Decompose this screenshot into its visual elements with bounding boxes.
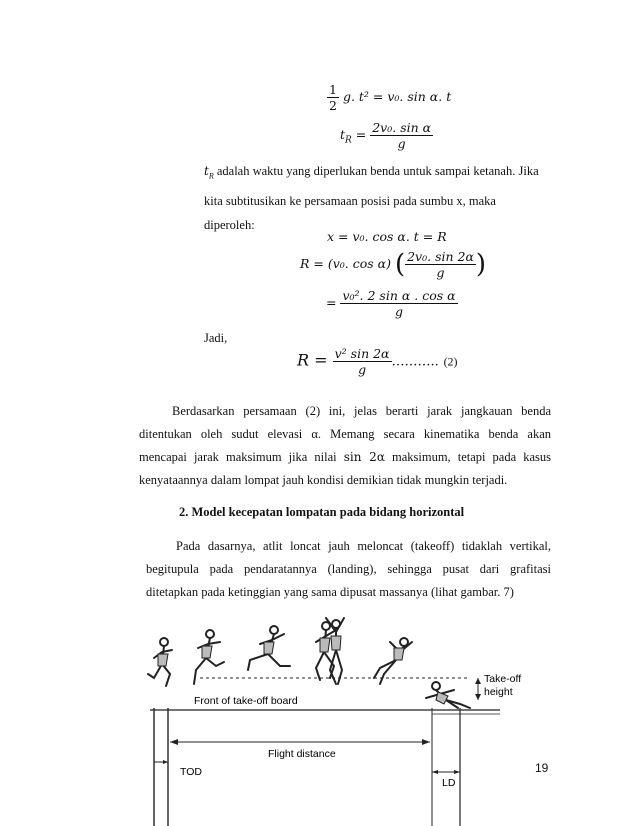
paragraph-2: Pada dasarnya, atlit loncat jauh meloncat (takeoff) tidaklah vertikal, begitupula pada pendaratannya (landing), sehingga pusat dari grafitasi ditetapkan pada ketinggian yang sama dipusat massanya (lihat gambar. 7) [146,539,551,599]
athlete-flight-2 [316,622,336,680]
label-takeoff-height-1: Take-off [484,673,522,685]
page-number: 19 [535,761,549,775]
fraction-eq5: $\frac{\text{v₀². 2 sin α . cos α}}{g}$ [342,288,456,319]
takeoff-height-head-bot [475,694,481,700]
equation-3: x = v₀. cos α. t = R [327,229,447,244]
equation-1: $\frac{1}{2}$ g. t² = v₀. sin α. t [329,82,452,113]
paren-right: ) [475,249,487,280]
fraction-half: $\frac{1}{2}$ [329,82,337,113]
athlete-sail [374,638,412,684]
equation-5: = $\frac{\text{v₀². 2 sin α . cos α}}{g}$ [326,288,456,319]
label-tod: TOD [180,766,202,778]
tr-explanation: $t_R$ adalah waktu yang diperlukan benda untuk sampai ketanah. Jika kita subtitusikan ke persamaan posisi pada sumbu x, maka diperoleh: [204,164,539,232]
athlete-flight-1 [248,626,290,670]
fraction-tr: $\frac{\text{2v₀. sin α}}{g}$ [372,120,432,151]
athlete-takeoff [194,630,224,684]
label-takeoff-board: Front of take-off board [194,695,298,707]
long-jump-figure [140,612,540,826]
equation-2: $t_R$ = $\frac{\text{2v₀. sin α}}{g}$ [340,120,432,151]
label-ld: LD [442,777,456,789]
label-takeoff-height-2: height [484,686,513,698]
ld-arrowhead-left [432,770,438,774]
paragraph-1: Berdasarkan persamaan (2) ini, jelas berarti jarak jangkauan benda ditentukan oleh sudut elevasi α. Memang secara kinematika benda akan mencapai jarak maksimum jika nilai sin 2α maksimum, tetapi pada kasus kenyataannya dalam lompat jauh kondisi demikian tidak mungkin terjadi. [139,404,551,487]
paren-left: ( [394,249,406,280]
arrowhead-right [422,739,430,745]
label-flight-distance: Flight distance [268,748,336,760]
ld-arrowhead-right [454,770,460,774]
athlete-runup [148,638,172,686]
arrowhead-left [170,739,178,745]
section-heading: 2. Model kecepatan lompatan pada bidang horizontal [179,505,465,519]
equation-6: R = $\frac{\text{v² sin 2α}}{g}$ ……….. (2) [297,346,458,377]
fraction-eq6: $\frac{\text{v² sin 2α}}{g}$ [334,346,390,377]
jadi-label: Jadi, [204,331,228,345]
equation-4: R = (v₀. cos α) ( $\frac{\text{2v₀. sin 2α}}{g}$ ) [300,249,487,280]
tod-arrowhead [163,760,168,764]
takeoff-height-head-top [475,678,481,684]
para1-line3: mencapai jarak maksimum jika nilai sin 2α maksimum, tetapi pada kasus [139,450,551,464]
fraction-eq4: $\frac{\text{2v₀. sin 2α}}{g}$ [407,249,474,280]
athlete-landing [426,682,470,708]
